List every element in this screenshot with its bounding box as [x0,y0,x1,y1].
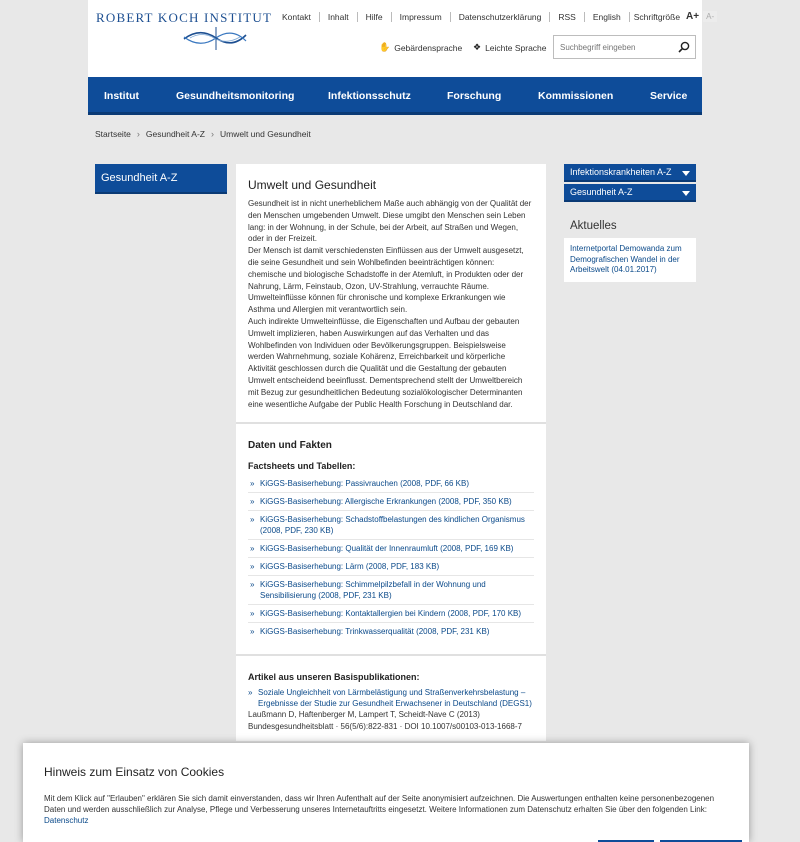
cookie-privacy-link[interactable]: Datenschutz [44,816,89,825]
nav-kommissionen[interactable]: Kommissionen [538,90,614,102]
search-box [553,35,696,59]
double-chevron-icon: » [250,580,255,590]
facts-title: Daten und Fakten [248,440,332,452]
news-item-link[interactable]: Internetportal Demowanda zum Demografischen Wandel in der Arbeitswelt (04.01.2017) [570,244,682,274]
search-input[interactable] [554,36,672,58]
factsheet-item[interactable]: » KiGGS-Basiserhebung: Passivrauchen (2008, PDF, 66 KB) [248,475,534,493]
dropdown-gesundheit-az[interactable]: Gesundheit A-Z [564,184,696,202]
articles-section [236,656,546,741]
rki-logo-icon[interactable] [180,25,250,51]
breadcrumb-startseite[interactable]: Startseite [95,129,131,139]
main-content [236,164,546,741]
top-link-rss[interactable]: RSS [550,12,584,22]
easy-language-icon: ❖ [473,42,482,52]
hand-icon: ✋ [379,42,391,52]
nav-infektionsschutz[interactable]: Infektionsschutz [328,90,411,102]
nav-gesundheitsmonitoring[interactable]: Gesundheitsmonitoring [176,90,295,102]
double-chevron-icon: » [250,479,255,489]
breadcrumb-current: Umwelt und Gesundheit [219,129,311,139]
top-link-kontakt[interactable]: Kontakt [274,12,320,22]
facts-section [236,424,546,656]
left-nav-gesundheit-az[interactable]: Gesundheit A-Z [95,164,227,194]
factsheet-item[interactable]: » KiGGS-Basiserhebung: Schimmelpilzbefall in der Wohnung und Sensibilisierung (2008, PDF, 231 KB) [248,576,534,605]
intro-paragraph-2: Der Mensch ist damit verschiedensten Einflüssen aus der Umwelt ausgesetzt, die seine Gesundheit und sein Wohlbefinden beeinträchtigen können: chemische und biologische Schadstoffe in der Atemluft, in Produkten oder der Nahrung, Lärm, Feinstaub, Ozon, UV-Strahlung, verrauchte Räume. Umwelteinflüsse können für chronische und komplexe Erkrankungen wie Asthma und Allergien mit verantwortlich sein. [248,246,524,315]
articles-title: Artikel aus unseren Basispublikationen: [248,672,420,683]
factsheet-item[interactable]: » KiGGS-Basiserhebung: Allergische Erkrankungen (2008, PDF, 350 KB) [248,493,534,511]
top-links [274,11,717,22]
double-chevron-icon: » [250,609,255,619]
top-link-impressum[interactable]: Impressum [392,12,451,22]
search-icon[interactable] [678,41,690,53]
logo-text[interactable]: ROBERT KOCH INSTITUT [96,10,273,25]
top-link-datenschutz[interactable]: Datenschutzerklärung [451,12,551,22]
page-title: Umwelt und Gesundheit [248,178,377,192]
dropdown-infektionskrankheiten[interactable]: Infektionskrankheiten A-Z [564,164,696,182]
factsheet-list [248,475,534,640]
easy-language-link[interactable]: ❖ Leichte Sprache [473,42,547,53]
news-title: Aktuelles [570,220,617,232]
cookie-banner [23,743,749,842]
font-increase-button[interactable]: A+ [686,11,700,22]
factsheet-item[interactable]: » KiGGS-Basiserhebung: Trinkwasserqualität (2008, PDF, 231 KB) [250,627,490,637]
main-nav [88,77,702,115]
article-link[interactable]: » Soziale Ungleichheit von Lärmbelästigung und Straßenverkehrsbelastung – Ergebnisse der Studie zur Gesundheit Erwachsener in Deutschland (DEGS1) [248,688,532,709]
font-decrease-button[interactable]: A- [703,11,717,22]
intro-section [236,164,546,424]
page [88,0,715,842]
factsheet-item[interactable]: » KiGGS-Basiserhebung: Schadstoffbelastungen des kindlichen Organismus (2008, PDF, 230 KB) [248,511,534,540]
sign-language-link[interactable]: ✋ Gebärdensprache [379,42,463,53]
cookie-title: Hinweis zum Einsatz von Cookies [44,765,225,779]
double-chevron-icon: » [250,544,255,554]
factsheet-item[interactable]: » KiGGS-Basiserhebung: Lärm (2008, PDF, 183 KB) [248,558,534,576]
cookie-text: Mit dem Klick auf "Erlauben" erklären Sie sich damit einverstanden, dass wir Ihren Aufenthalt auf der Seite anonymisiert aufzeichnen. Die Auswertungen enthalten keine personenbezogenen Daten und werden ausschließlich zur Analyse, Pflege und Verbesserung unseres Internetauftritts eingesetzt. Weitere Informationen zum Datenschutz erhalten Sie über den folgenden Link: Datenschutz [44,794,715,825]
factsheet-item[interactable]: » KiGGS-Basiserhebung: Kontaktallergien bei Kindern (2008, PDF, 170 KB) [248,605,534,623]
double-chevron-icon: » [250,497,255,507]
double-chevron-icon: » [248,688,253,698]
double-chevron-icon: » [250,627,255,637]
chevron-right-icon: › [210,129,214,139]
nav-service[interactable]: Service [650,90,688,102]
chevron-down-icon [682,171,690,176]
breadcrumb [95,129,311,139]
chevron-right-icon: › [136,129,140,139]
nav-institut[interactable]: Institut [104,90,139,102]
double-chevron-icon: » [250,562,255,572]
nav-forschung[interactable]: Forschung [447,90,502,102]
font-size-control [634,11,717,22]
factsheet-item[interactable]: » KiGGS-Basiserhebung: Qualität der Innenraumluft (2008, PDF, 169 KB) [248,540,534,558]
right-column [564,164,696,282]
top-link-inhalt[interactable]: Inhalt [320,12,358,22]
intro-paragraph-1: Gesundheit ist in nicht unerheblichem Maße auch abhängig von der Qualität der den Menschen umgebenden Umwelt. Diese umgibt den Menschen sein Leben lang: in der Wohnung, in der Schule, bei der Arbeit, auf Straßen und Wegen, oder in der Freizeit. [248,199,532,244]
news-box [564,238,696,282]
chevron-down-icon [682,191,690,196]
breadcrumb-gesundheit-az[interactable]: Gesundheit A-Z [145,129,205,139]
article-source: Bundesgesundheitsblatt · 56(5/6):822-831 · DOI 10.1007/s00103-013-1668-7 [248,722,522,732]
double-chevron-icon: » [250,515,255,525]
font-size-label: Schriftgröße [633,11,681,22]
intro-paragraph-3: Auch indirekte Umwelteinflüsse, die Eigenschaften und Aufbau der gebauten Umwelt implizieren, haben Auswirkungen auf das Verhalten und das Wohlbefinden von Individuen oder Bevölkerungsgruppen. Beispielsweise werden Wahrnehmung, soziale Kohärenz, Erreichbarkeit und körperliche Aktivität geschlossen durch die Qualität und die Gestaltung der gebauten Umwelt entscheidend beeinflusst. Dementsprechend stellt der Umweltbereich mit Bezug zur gesundheitlichen Bedeutung sozialökologischer Determinanten eine wesentliche Aufgabe der Public Health Forschung in Deutschland dar. [248,316,523,409]
top-link-english[interactable]: English [585,12,630,22]
article-authors: Laußmann D, Haftenberger M, Lampert T, Scheidt-Nave C (2013) [248,710,480,720]
top-link-hilfe[interactable]: Hilfe [358,12,392,22]
header [88,0,715,77]
factsheets-title: Factsheets und Tabellen: [248,461,356,472]
